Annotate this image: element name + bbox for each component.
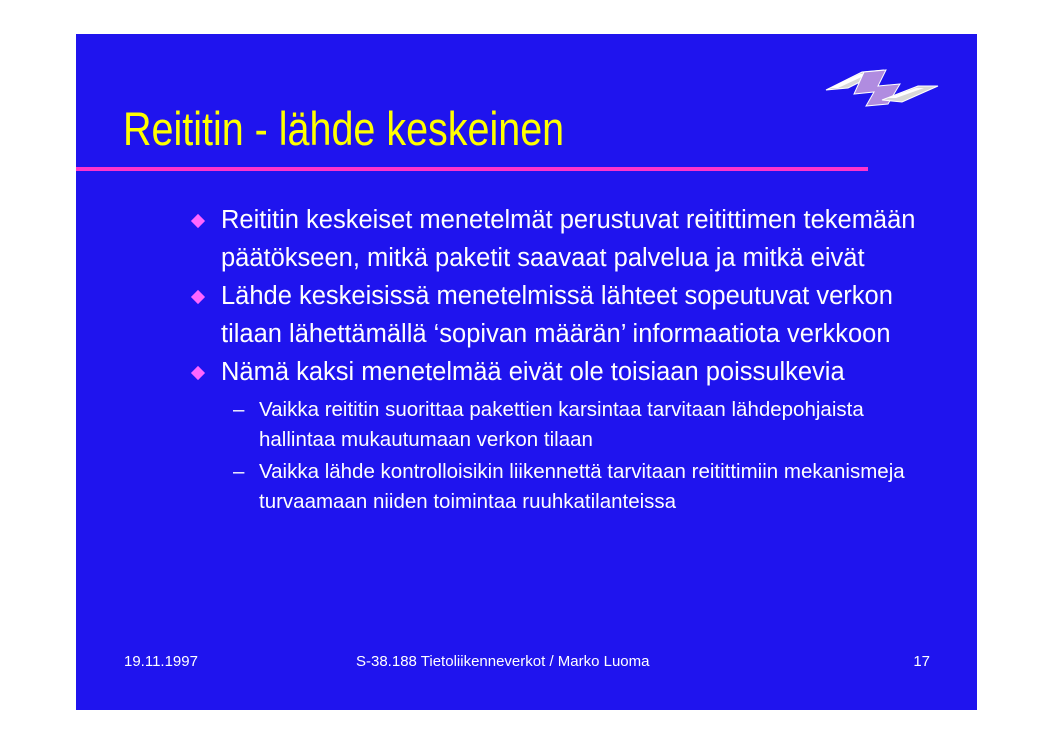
slide xyxy=(76,34,977,710)
bullet-list xyxy=(191,201,941,519)
bullet-item-2 xyxy=(191,277,941,353)
sub-bullet-list xyxy=(221,395,941,517)
diamond-bullet-icon xyxy=(191,214,205,228)
sub-bullet-text: Vaikka reititin suorittaa pakettien karsintaa tarvitaan lähdepohjaista hallintaa mukautumaan verkon tilaan xyxy=(259,398,864,451)
diamond-bullet-icon xyxy=(191,366,205,380)
sub-bullet-item-1 xyxy=(221,395,941,455)
footer-page-number: 17 xyxy=(913,653,930,670)
title-underline xyxy=(76,167,868,171)
bullet-text: Reititin keskeiset menetelmät perustuvat reitittimen tekemään päätökseen, mitkä paketit saavaat palvelua ja mitkä eivät xyxy=(221,206,916,272)
bullet-item-1 xyxy=(191,201,941,277)
dash-marker: – xyxy=(233,460,245,483)
dash-marker: – xyxy=(233,398,245,421)
sub-bullet-item-2 xyxy=(221,457,941,517)
footer-course: S-38.188 Tietoliikenneverkot / Marko Luoma xyxy=(356,653,650,670)
bullet-text: Nämä kaksi menetelmää eivät ole toisiaan poissulkevia xyxy=(221,358,845,386)
bullet-item-3 xyxy=(191,353,941,517)
sub-bullet-text: Vaikka lähde kontrolloisikin liikennettä tarvitaan reitittimiin mekanismeja turvaamaan niiden toimintaa ruuhkatilanteissa xyxy=(259,460,905,513)
lightning-z-logo-icon xyxy=(824,64,940,110)
diamond-bullet-icon xyxy=(191,290,205,304)
footer-date: 19.11.1997 xyxy=(124,653,198,670)
slide-title: Reititin - lähde keskeinen xyxy=(123,102,565,155)
bullet-text: Lähde keskeisissä menetelmissä lähteet sopeutuvat verkon tilaan lähettämällä ‘sopivan määrän’ informaatiota verkkoon xyxy=(221,282,893,348)
